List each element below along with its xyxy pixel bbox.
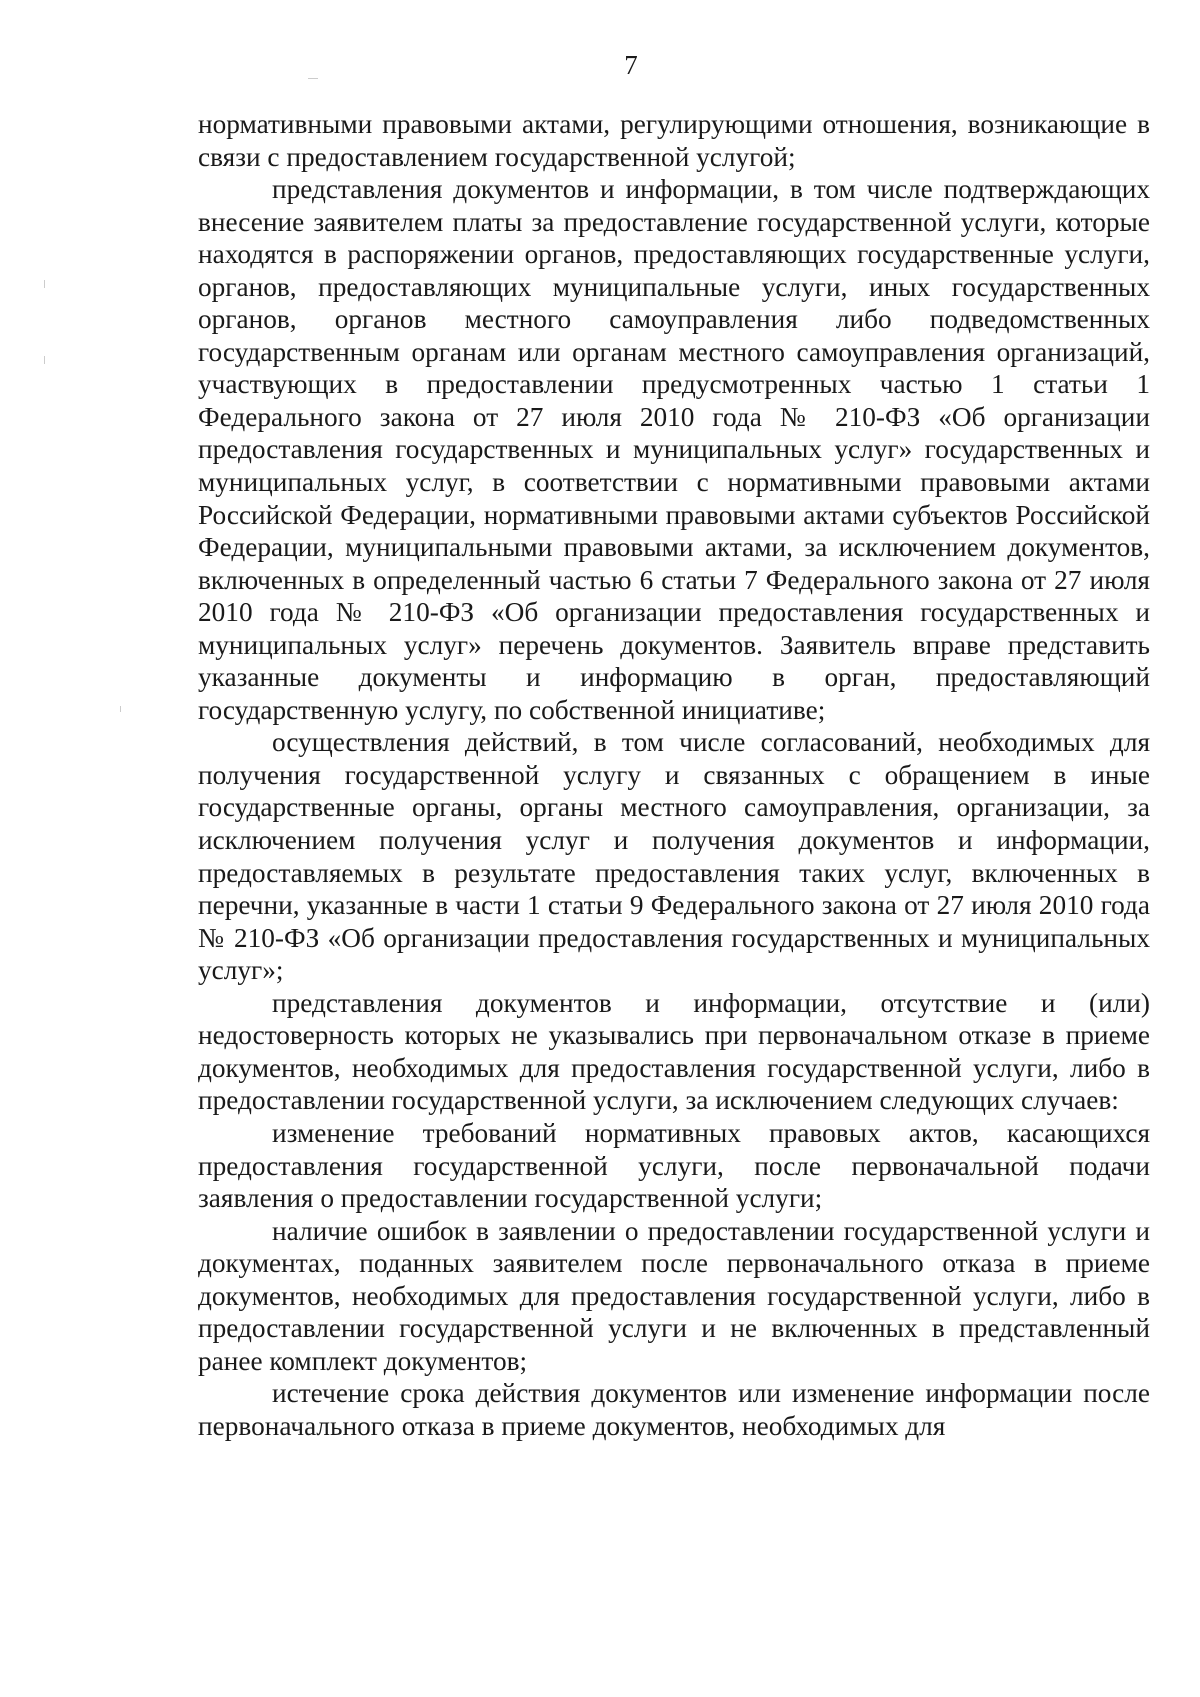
paragraph: изменение требований нормативных правовых актов, касающихся предоставления государственной услуги, после первоначальной подачи заявления о предоставлении государственной услуги; bbox=[198, 1117, 1150, 1214]
scan-speck bbox=[120, 706, 121, 712]
paragraph: наличие ошибок в заявлении о предоставлении государственной услуги и документах, поданных заявителем после первоначального отказа в приеме документов, необходимых для предоставления государственной услуги, либо в предоставлении государственной услуги и не включенных в представленный ранее комплект документов; bbox=[198, 1215, 1150, 1376]
scan-speck bbox=[44, 280, 45, 288]
scan-speck bbox=[44, 356, 45, 364]
paragraph: представления документов и информации, отсутствие и (или) недостоверность которых не указывались при первоначальном отказе в приеме документов, необходимых для предоставления государственной услуги, либо в предоставлении государственной услуги, за исключением следующих случаев: bbox=[198, 987, 1150, 1116]
paragraph: представления документов и информации, в том числе подтверждающих внесение заявителем платы за предоставление государственной услуги, которые находятся в распоряжении органов, предоставляющих государственные услуги, органов, предоставляющих муниципальные услуги, иных государственных органов, органов местного самоуправления либо подведомственных государственным органам или органам местного самоуправления организаций, участвующих в предоставлении предусмотренных частью 1 статьи 1 Федерального закона от 27 июля 2010 года № 210-ФЗ «Об организации предоставления государственных и муниципальных услуг» государственных и муниципальных услуг, в соответствии с нормативными правовыми актами Российской Федерации, нормативными правовыми актами субъектов Российской Федерации, муниципальными правовыми актами, за исключением документов, включенных в определенный частью 6 статьи 7 Федерального закона от 27 июля 2010 года № 210-ФЗ «Об организации предоставления государственных и муниципальных услуг» перечень документов. Заявитель вправе представить указанные документы и информацию в орган, предоставляющий государственную услугу, по собственной инициативе; bbox=[198, 174, 1150, 725]
document-body bbox=[198, 108, 1150, 1442]
paragraph: нормативными правовыми актами, регулирующими отношения, возникающие в связи с предоставлением государственной услугой; bbox=[198, 109, 1150, 172]
paragraph: истечение срока действия документов или изменение информации после первоначального отказа в приеме документов, необходимых для bbox=[198, 1378, 1150, 1441]
page-number: 7 bbox=[624, 50, 638, 80]
scan-speck bbox=[308, 78, 318, 79]
paragraph: осуществления действий, в том числе согласований, необходимых для получения государственной услугу и связанных с обращением в иные государственные органы, органы местного самоуправления, организации, за исключением получения услуг и получения документов и информации, предоставляемых в результате предоставления таких услуг, включенных в перечни, указанные в части 1 статьи 9 Федерального закона от 27 июля 2010 года № 210-ФЗ «Об организации предоставления государственных и муниципальных услуг»; bbox=[198, 727, 1150, 986]
